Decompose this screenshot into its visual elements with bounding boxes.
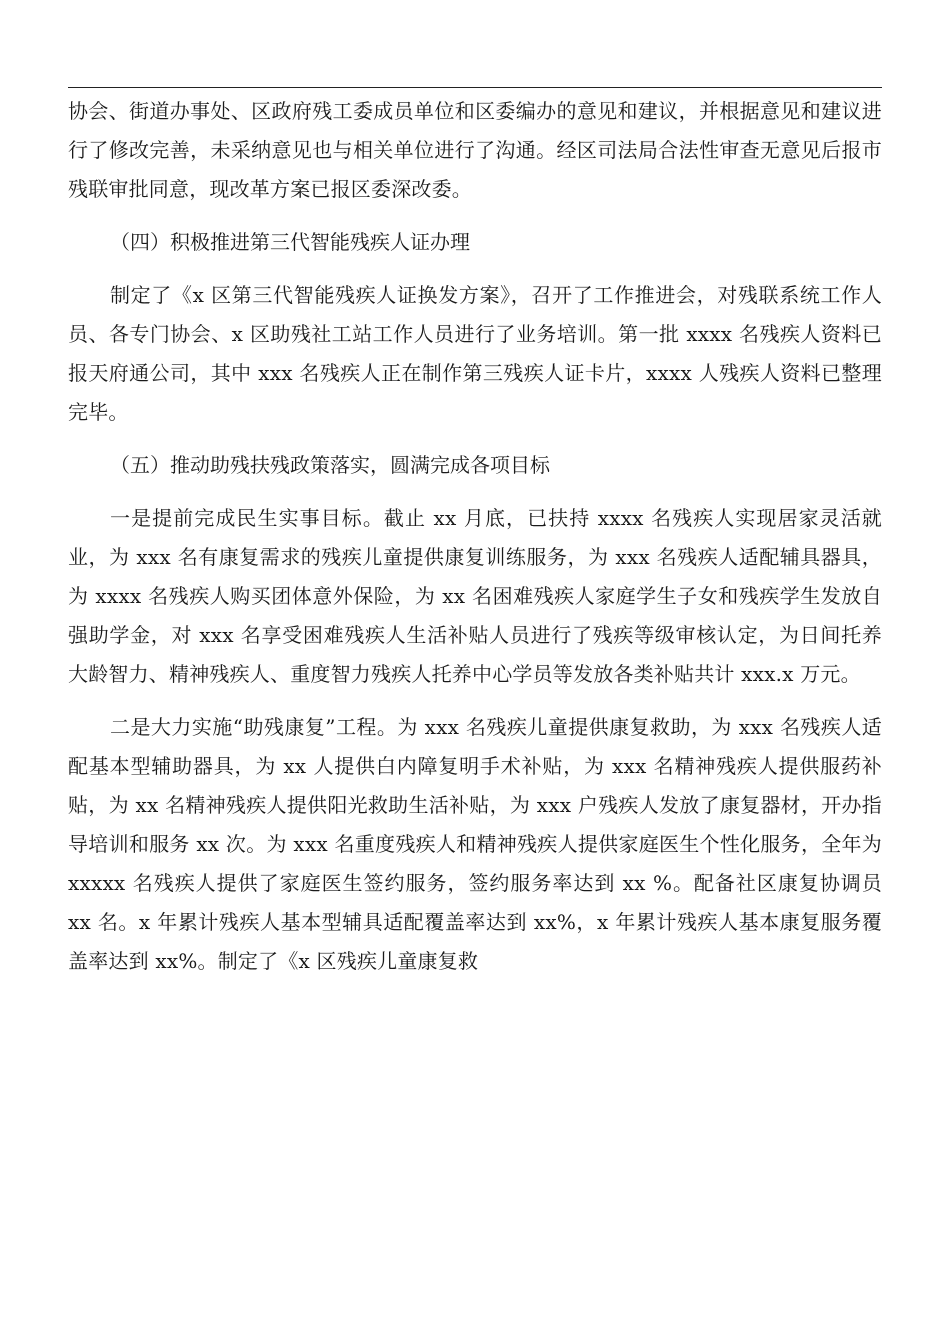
header-rule [68, 87, 882, 88]
paragraph-livelihood-goals: 一是提前完成民生实事目标。截止 xx 月底，已扶持 xxxx 名残疾人实现居家灵活就业，为 xxx 名有康复需求的残疾儿童提供康复训练服务，为 xxx 名残疾人适配辅具器具，为 xxxx 名残疾人购买团体意外保险，为 xx 名困难残疾人家庭学生子女和残疾学生发放自强助学金，对 xxx 名享受困难残疾人生活补贴人员进行了残疾等级审核认定，为日间托养大龄智力、精神残疾人、重度智力残疾人托养中心学员等发放各类补贴共计 xxx.x 万元。 [68, 506, 882, 686]
paragraph-smart-card: 制定了《x 区第三代智能残疾人证换发方案》，召开了工作推进会，对残联系统工作人员、各专门协会、x 区助残社工站工作人员进行了业务培训。第一批 xxxx 名残疾人资料已报天府通公司，其中 xxx 名残疾人正在制作第三残疾人证卡片，xxxx 人残疾人资料已整理完毕。 [68, 283, 882, 424]
paragraph-rehabilitation: 二是大力实施“助残康复”工程。为 xxx 名残疾儿童提供康复救助，为 xxx 名残疾人适配基本型辅助器具，为 xx 人提供白内障复明手术补贴，为 xxx 名精神残疾人提供服药补贴，为 xx 名精神残疾人提供阳光救助生活补贴，为 xxx 户残疾人发放了康复器材，开办指导培训和服务 xx 次。为 xxx 名重度残疾人和精神残疾人提供家庭医生个性化服务，全年为 xxxxx 名残疾人提供了家庭医生签约服务，签约服务率达到 xx %。配备社区康复协调员 xx 名。x 年累计残疾人基本型辅具适配覆盖率达到 xx%，x 年累计残疾人基本康复服务覆盖率达到 xx%。制定了《x 区残疾儿童康复救 [68, 715, 882, 973]
document-body [68, 92, 882, 981]
paragraph-continuation: 协会、街道办事处、区政府残工委成员单位和区委编办的意见和建议，并根据意见和建议进行了修改完善，未采纳意见也与相关单位进行了沟通。经区司法局合法性审查无意见后报市残联审批同意，现改革方案已报区委深改委。 [68, 99, 882, 201]
section-heading-4: （四）积极推进第三代智能残疾人证办理 [110, 230, 470, 254]
section-heading-5: （五）推动助残扶残政策落实，圆满完成各项目标 [110, 453, 550, 477]
